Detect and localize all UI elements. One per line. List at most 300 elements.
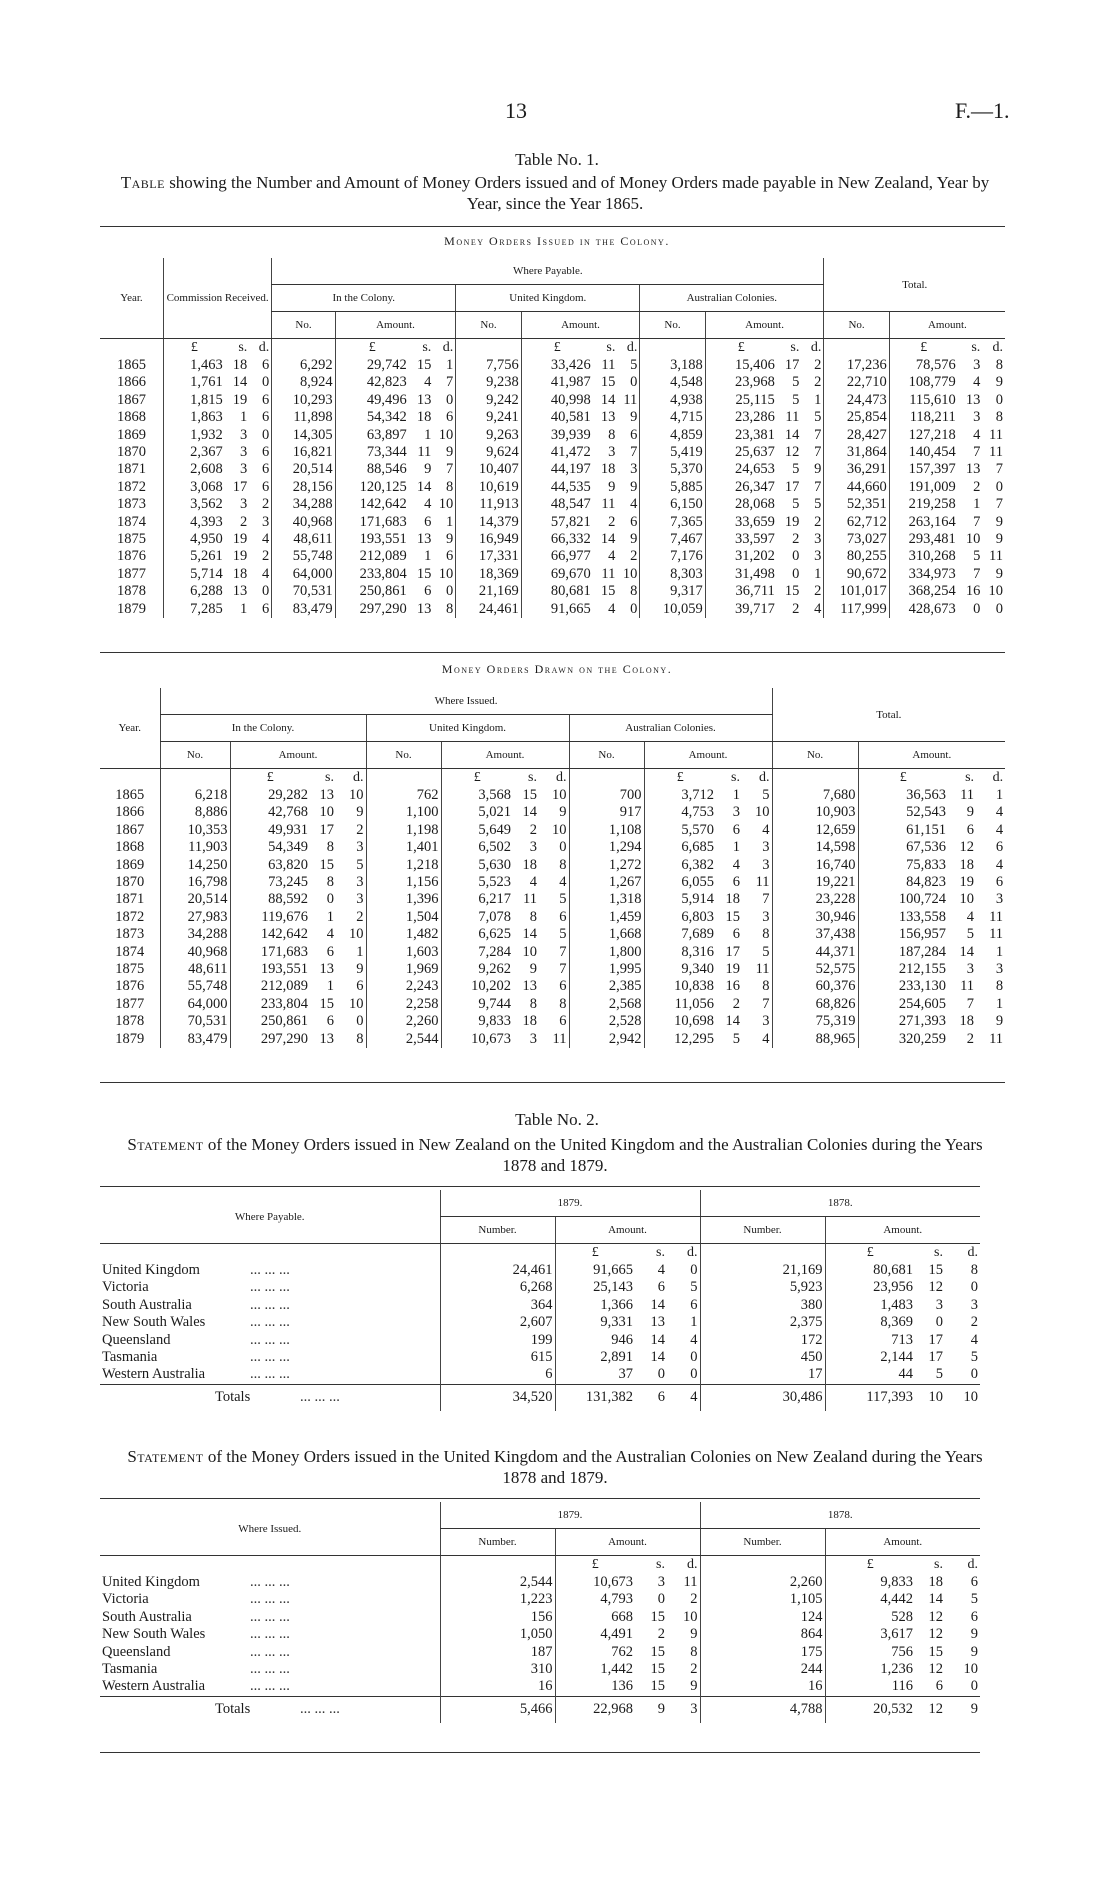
value-cell: 4 — [973, 426, 981, 443]
year-cell: 1865 — [115, 787, 145, 803]
value-cell: 1,366 — [555, 1297, 635, 1314]
value-cell: 52,575 — [772, 961, 858, 978]
unit-cell — [824, 339, 889, 358]
value-cell: 5 — [792, 461, 800, 478]
value-cell: 10,059 — [640, 601, 705, 618]
value-cell: 14 — [725, 1013, 740, 1030]
place-cell — [100, 1332, 440, 1349]
value-cell: 119,676 — [230, 909, 310, 926]
value-cell: 212,089 — [230, 978, 310, 995]
value-cell: 100,724 — [858, 891, 948, 908]
col-commission: Commission Received. — [163, 258, 271, 339]
value-cell: 8 — [559, 995, 567, 1012]
value-cell: 62,712 — [824, 514, 889, 531]
value-cell: 297,290 — [230, 1031, 310, 1048]
col-aus: Australian Colonies. — [640, 285, 824, 312]
value-cell: 18 — [959, 856, 975, 873]
unit-cell — [366, 769, 441, 788]
value-cell: 23,956 — [825, 1279, 915, 1296]
value-cell: 78,576 — [889, 357, 958, 374]
value-cell: 17 — [784, 478, 800, 495]
value-cell: 6 — [440, 1366, 555, 1384]
value-cell: 5,466 — [440, 1696, 555, 1723]
value-cell: 5,419 — [640, 444, 705, 461]
value-cell: 219,258 — [889, 496, 958, 513]
value-cell: 10 — [349, 926, 364, 943]
value-cell: 4,491 — [555, 1626, 635, 1643]
value-cell: 3,188 — [640, 357, 705, 374]
unit-cell: £ — [555, 1556, 635, 1575]
value-cell: 2,243 — [366, 978, 441, 995]
unit-cell: d. — [967, 1557, 978, 1572]
value-cell: 48,611 — [272, 531, 335, 548]
year-cell: 1869 — [115, 856, 145, 873]
value-cell: 8,303 — [640, 566, 705, 583]
unit-cell: d. — [687, 1245, 698, 1260]
value-cell: 5,370 — [640, 461, 705, 478]
unit-cell: s. — [528, 770, 537, 785]
value-cell: 10 — [438, 426, 454, 443]
value-cell: 28,156 — [272, 479, 335, 496]
value-cell: 212,155 — [858, 961, 948, 978]
table-row — [100, 996, 1005, 1013]
year-cell: 1870 — [116, 444, 146, 461]
value-cell: 2 — [356, 908, 364, 925]
value-cell: 5,923 — [700, 1279, 825, 1296]
value-cell: 3,568 — [441, 787, 513, 804]
value-cell: 700 — [569, 787, 644, 804]
value-cell: 1 — [995, 995, 1004, 1012]
table-row — [100, 601, 1005, 618]
value-cell: 1,401 — [366, 839, 441, 856]
value-cell: 3 — [240, 496, 248, 513]
value-cell: 11 — [755, 961, 770, 978]
unit-cell: s. — [422, 340, 432, 355]
value-cell: 1,463 — [163, 357, 224, 374]
value-cell: 15 — [650, 1661, 665, 1678]
year-cell: 1878 — [115, 1013, 145, 1030]
value-cell: 2,258 — [366, 996, 441, 1013]
value-cell: 7 — [814, 426, 822, 443]
place-cell — [100, 1297, 440, 1314]
value-cell: 10,698 — [644, 1013, 716, 1030]
value-cell: 2 — [262, 496, 270, 513]
value-cell: 1,236 — [825, 1661, 915, 1678]
value-cell: 4 — [608, 548, 616, 565]
value-cell: 0 — [262, 426, 270, 443]
statement-text: showing the Number and Amount of Money Orders issued and of Money Orders made payable in New Zealand, Year by Year, since the Year 1865. — [169, 173, 990, 213]
col-year-1878: 1878. — [700, 1502, 980, 1529]
place-name: Tasmania — [102, 1661, 158, 1678]
value-cell: 55,748 — [272, 548, 335, 565]
unit-cell: s. — [656, 1245, 665, 1260]
table-row — [100, 1314, 980, 1331]
value-cell: 6 — [446, 409, 454, 426]
unit-cell: d. — [967, 1245, 978, 1260]
value-cell: 2,260 — [700, 1574, 825, 1591]
year-cell: 1872 — [115, 908, 145, 925]
value-cell: 69,670 — [521, 566, 593, 583]
value-cell: 5,714 — [163, 566, 224, 583]
value-cell: 3 — [814, 531, 822, 548]
value-cell: 70,531 — [272, 583, 335, 600]
value-cell: 17 — [319, 821, 334, 838]
value-cell: 15 — [928, 1262, 943, 1278]
value-cell: 6 — [732, 874, 740, 891]
value-cell: 0 — [690, 1366, 698, 1383]
value-cell: 23,286 — [705, 409, 777, 426]
value-cell: 11 — [989, 426, 1003, 443]
year-cell: 1877 — [115, 995, 145, 1012]
value-cell: 0 — [970, 1366, 978, 1383]
value-cell: 12 — [915, 1696, 945, 1723]
value-cell: 5 — [762, 943, 770, 960]
value-cell: 133,558 — [858, 909, 948, 926]
value-cell: 14 — [600, 391, 616, 408]
value-cell: 117,393 — [825, 1384, 915, 1411]
unit-cell: s. — [790, 340, 800, 355]
value-cell: 16 — [700, 1678, 825, 1696]
value-cell: 2,385 — [569, 978, 644, 995]
value-cell: 12,295 — [644, 1031, 716, 1048]
unit-cell — [100, 339, 163, 358]
value-cell: 6 — [970, 1608, 978, 1625]
unit-cell: £ — [163, 339, 224, 358]
col-amount: Amount. — [441, 742, 569, 769]
value-cell: 1 — [240, 600, 248, 617]
col-amount: Amount. — [705, 312, 824, 339]
value-cell: 4 — [529, 874, 537, 891]
table-row — [100, 926, 1005, 943]
unit-cell: d. — [258, 340, 270, 355]
place-name: United Kingdom — [102, 1262, 200, 1278]
leader-dots: ... ... ... — [300, 1700, 340, 1717]
value-cell: 193,551 — [335, 531, 409, 548]
totals-label: Totals — [215, 1700, 251, 1717]
value-cell: 64,000 — [160, 996, 230, 1013]
value-cell: 25,854 — [824, 409, 889, 426]
value-cell: 7 — [762, 995, 770, 1012]
value-cell: 3 — [995, 961, 1004, 978]
value-cell: 8 — [559, 856, 567, 873]
leader-dots: ... ... ... — [250, 1678, 290, 1695]
value-cell: 10 — [959, 891, 975, 908]
value-cell: 16 — [440, 1678, 555, 1696]
value-cell: 15 — [319, 856, 334, 873]
value-cell: 2,608 — [163, 461, 224, 478]
value-cell: 6 — [262, 461, 270, 478]
value-cell: 5 — [973, 548, 981, 565]
value-cell: 14 — [784, 426, 800, 443]
value-cell: 6 — [995, 839, 1004, 856]
value-cell: 0 — [935, 1314, 943, 1331]
value-cell: 142,642 — [335, 496, 409, 513]
value-cell: 2 — [792, 600, 800, 617]
unit-cell: s. — [238, 340, 248, 355]
value-cell: 3 — [657, 1574, 665, 1590]
value-cell: 67,536 — [858, 839, 948, 856]
value-cell: 450 — [700, 1349, 825, 1366]
value-cell: 3 — [608, 444, 616, 461]
value-cell: 91,665 — [555, 1262, 635, 1279]
unit-cell: d. — [687, 1557, 698, 1572]
value-cell: 4,788 — [700, 1696, 825, 1723]
value-cell: 6 — [326, 1013, 334, 1030]
unit-cell — [272, 339, 335, 358]
value-cell: 10,838 — [644, 978, 716, 995]
value-cell: 2 — [814, 513, 822, 530]
value-cell: 0 — [446, 583, 454, 600]
value-cell: 75,833 — [858, 857, 948, 874]
table-row — [100, 392, 1005, 409]
value-cell: 25,637 — [705, 444, 777, 461]
value-cell: 175 — [700, 1644, 825, 1661]
value-cell: 73,245 — [230, 874, 310, 891]
col-aus: Australian Colonies. — [569, 715, 772, 742]
value-cell: 19 — [232, 531, 248, 548]
table-row — [100, 1591, 980, 1608]
value-cell: 4 — [424, 496, 432, 513]
value-cell: 11,903 — [160, 839, 230, 856]
value-cell: 1 — [995, 943, 1004, 960]
value-cell: 8 — [762, 978, 770, 995]
value-cell: 9 — [446, 531, 454, 548]
col-number: Number. — [700, 1529, 825, 1556]
value-cell: 428,673 — [889, 601, 958, 618]
value-cell: 5 — [559, 926, 567, 943]
value-cell: 108,779 — [889, 374, 958, 391]
value-cell: 44 — [825, 1366, 915, 1384]
drawn-place-rows — [100, 1574, 980, 1696]
value-cell: 12 — [928, 1608, 943, 1625]
value-cell: 3,712 — [644, 787, 716, 804]
value-cell: 9 — [690, 1626, 698, 1643]
place-cell — [100, 1574, 440, 1591]
value-cell: 3 — [762, 908, 770, 925]
value-cell: 9,744 — [441, 996, 513, 1013]
col-amount: Amount. — [825, 1217, 980, 1244]
table-row — [100, 461, 1005, 478]
value-cell: 48,547 — [521, 496, 593, 513]
table-row — [100, 978, 1005, 995]
value-cell: 4,548 — [640, 374, 705, 391]
value-cell: 11 — [601, 565, 616, 582]
value-cell: 18 — [522, 856, 537, 873]
value-cell: 8 — [630, 583, 638, 600]
value-cell: 4 — [667, 1384, 700, 1411]
value-cell: 19 — [959, 874, 975, 891]
value-cell: 3 — [240, 426, 248, 443]
col-no: No. — [569, 742, 644, 769]
value-cell: 6 — [970, 1574, 978, 1590]
col-colony: In the Colony. — [160, 715, 366, 742]
issued-1878-1879-table — [100, 1190, 980, 1411]
value-cell: 6 — [446, 548, 454, 565]
drawn-rows — [100, 787, 1005, 1048]
value-cell: 83,479 — [272, 601, 335, 618]
value-cell: 14 — [959, 943, 975, 960]
unit-cell — [100, 1244, 440, 1263]
value-cell: 254,605 — [858, 996, 948, 1013]
place-cell — [100, 1279, 440, 1296]
value-cell: 0 — [630, 600, 638, 617]
place-cell — [100, 1314, 440, 1331]
leader-dots: ... ... ... — [250, 1366, 290, 1383]
value-cell: 2 — [732, 995, 740, 1012]
value-cell: 12 — [928, 1661, 943, 1678]
place-cell — [100, 1609, 440, 1626]
value-cell: 15 — [600, 374, 616, 391]
value-cell: 5,021 — [441, 804, 513, 821]
value-cell: 1,969 — [366, 961, 441, 978]
value-cell: 4 — [262, 565, 270, 582]
value-cell: 1,050 — [440, 1626, 555, 1643]
table-row — [100, 909, 1005, 926]
year-cell: 1867 — [116, 391, 146, 408]
value-cell: 7 — [973, 565, 981, 582]
unit-cell — [100, 1556, 440, 1575]
value-cell: 9 — [559, 804, 567, 821]
value-cell: 10 — [622, 565, 638, 582]
value-cell: 18 — [416, 409, 432, 426]
value-cell: 3 — [762, 839, 770, 856]
value-cell: 8 — [995, 357, 1003, 373]
value-cell: 9,833 — [441, 1013, 513, 1030]
table-row — [100, 944, 1005, 961]
value-cell: 5 — [966, 926, 975, 943]
unit-cell: s. — [731, 770, 740, 785]
table-row — [100, 1644, 980, 1661]
value-cell: 8 — [529, 995, 537, 1012]
value-cell: 34,520 — [440, 1384, 555, 1411]
value-cell: 3 — [356, 891, 364, 908]
table-row — [100, 409, 1005, 426]
col-colony: In the Colony. — [272, 285, 456, 312]
unit-cell: s. — [325, 770, 334, 785]
value-cell: 1,218 — [366, 857, 441, 874]
value-cell: 10 — [319, 804, 334, 821]
value-cell: 271,393 — [858, 1013, 948, 1030]
value-cell: 9 — [446, 444, 454, 461]
value-cell: 3 — [762, 1013, 770, 1030]
value-cell: 6 — [630, 513, 638, 530]
value-cell: 0 — [690, 1349, 698, 1366]
value-cell: 14 — [600, 531, 616, 548]
leader-dots: ... ... ... — [250, 1591, 290, 1608]
value-cell: 0 — [559, 839, 567, 856]
value-cell: 6 — [262, 600, 270, 617]
value-cell: 5 — [630, 357, 638, 373]
value-cell: 19 — [232, 391, 248, 408]
statement-text: of the Money Orders issued in New Zealand on the United Kingdom and the Australian Colonies during the Years 1878 and 1879. — [207, 1135, 983, 1175]
place-name: Queensland — [102, 1643, 171, 1660]
value-cell: 88,546 — [335, 461, 409, 478]
value-cell: 11 — [601, 496, 616, 513]
value-cell: 6,268 — [440, 1279, 555, 1296]
value-cell: 0 — [995, 391, 1003, 408]
year-cell: 1875 — [116, 531, 146, 548]
value-cell: 30,946 — [772, 909, 858, 926]
value-cell: 37,438 — [772, 926, 858, 943]
value-cell: 1,108 — [569, 822, 644, 839]
value-cell: 1,156 — [366, 874, 441, 891]
value-cell: 3 — [814, 548, 822, 565]
value-cell: 17 — [700, 1366, 825, 1384]
statement-lead: Statement — [127, 1447, 204, 1466]
value-cell: 23,228 — [772, 891, 858, 908]
table-row — [100, 839, 1005, 856]
value-cell: 1 — [326, 978, 334, 995]
place-cell — [100, 1626, 440, 1643]
value-cell: 18 — [232, 565, 248, 582]
value-cell: 61,151 — [858, 822, 948, 839]
leader-dots: ... ... ... — [250, 1608, 290, 1625]
value-cell: 8,316 — [644, 944, 716, 961]
year-cell: 1874 — [116, 513, 146, 530]
value-cell: 18 — [522, 1013, 537, 1030]
unit-cell: d. — [353, 770, 364, 785]
unit-cell — [700, 1244, 825, 1263]
table-row — [100, 514, 1005, 531]
value-cell: 615 — [440, 1349, 555, 1366]
value-cell: 25,143 — [555, 1279, 635, 1296]
value-cell: 3 — [762, 856, 770, 873]
value-cell: 10 — [755, 804, 770, 821]
value-cell: 250,861 — [335, 583, 409, 600]
year-cell: 1877 — [116, 565, 146, 582]
value-cell: 8 — [995, 409, 1003, 426]
value-cell: 668 — [555, 1609, 635, 1626]
table-row — [100, 1609, 980, 1626]
page-number: 13 — [505, 98, 527, 123]
col-no: No. — [640, 312, 705, 339]
value-cell: 4,938 — [640, 392, 705, 409]
place-name: Queensland — [102, 1331, 171, 1348]
value-cell: 13 — [600, 409, 616, 426]
value-cell: 10 — [915, 1384, 945, 1411]
value-cell: 14 — [232, 374, 248, 391]
leader-dots: ... ... ... — [250, 1262, 290, 1278]
value-cell: 11 — [623, 391, 638, 408]
value-cell: 12 — [928, 1279, 943, 1296]
value-cell: 528 — [825, 1609, 915, 1626]
value-cell: 2,607 — [440, 1314, 555, 1331]
year-cell: 1878 — [116, 583, 146, 600]
value-cell: 31,498 — [705, 566, 777, 583]
issued-rows — [100, 357, 1005, 618]
value-cell: 4 — [995, 804, 1004, 821]
unit-cell: d. — [759, 770, 770, 785]
value-cell: 42,823 — [335, 374, 409, 391]
table-row — [100, 1626, 980, 1643]
table-row — [100, 874, 1005, 891]
value-cell: 3 — [970, 1296, 978, 1313]
col-where-issued: Where Issued. — [160, 688, 772, 715]
value-cell: 6 — [966, 821, 975, 838]
value-cell: 8,886 — [160, 804, 230, 821]
statement-lead: Statement — [127, 1135, 204, 1154]
value-cell: 1 — [424, 426, 432, 443]
value-cell: 4,950 — [163, 531, 224, 548]
table-row — [100, 822, 1005, 839]
value-cell: 11,898 — [272, 409, 335, 426]
col-no: No. — [772, 742, 858, 769]
value-cell: 80,681 — [825, 1262, 915, 1279]
value-cell: 44,535 — [521, 479, 593, 496]
unit-cell: d. — [556, 770, 567, 785]
units-row — [100, 1244, 980, 1263]
value-cell: 10 — [438, 496, 454, 513]
